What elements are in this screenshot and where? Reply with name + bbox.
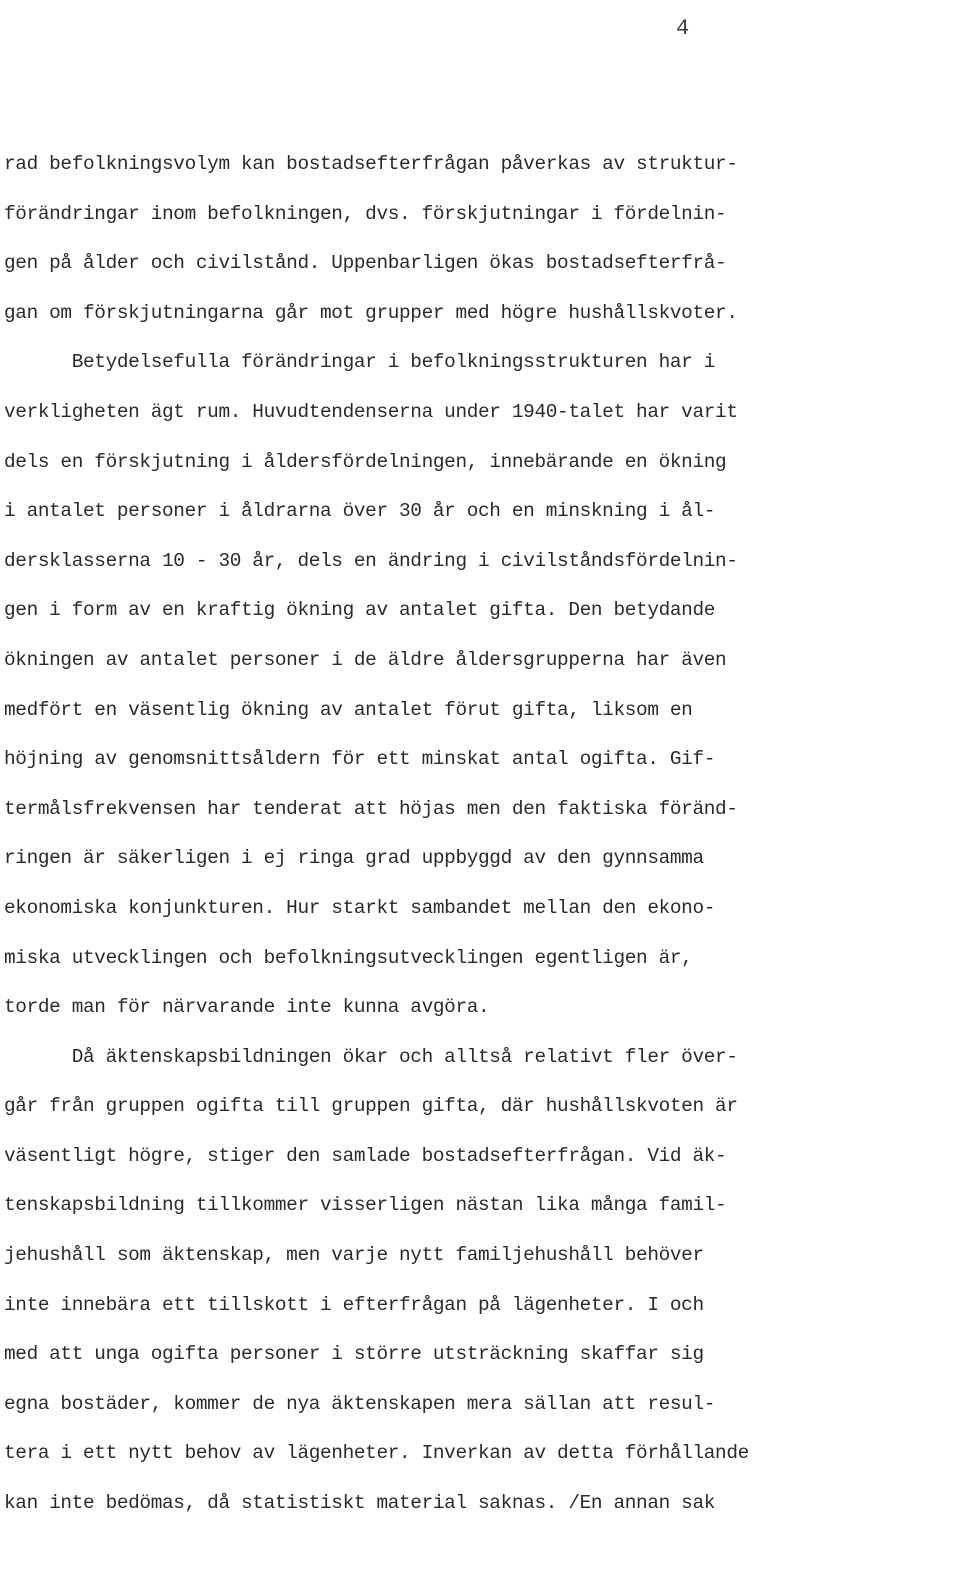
text-line: ringen är säkerligen i ej ringa grad uppbyggd av den gynnsamma: [4, 847, 704, 870]
text-line: kan inte bedömas, då statistiskt material saknas. /En annan sak: [4, 1492, 716, 1515]
text-line: går från gruppen ogifta till gruppen gifta, där hushållskvoten är: [4, 1095, 738, 1118]
text-line: förändringar inom befolkningen, dvs. förskjutningar i fördelnin-: [4, 202, 727, 225]
text-line: inte innebära ett tillskott i efterfrågan på lägenheter. I och: [4, 1293, 704, 1316]
body-text: [4, 140, 954, 1529]
text-line: dersklasserna 10 - 30 år, dels en ändring i civilståndsfördelnin-: [4, 549, 738, 572]
text-line: tenskapsbildning tillkommer visserligen nästan lika många famil-: [4, 1194, 727, 1217]
text-line: termålsfrekvensen har tenderat att höjas men den faktiska föränd-: [4, 797, 738, 820]
text-line: egna bostäder, kommer de nya äktenskapen mera sällan att resul-: [4, 1392, 716, 1415]
text-line: med att unga ogifta personer i större utsträckning skaffar sig: [4, 1343, 704, 1366]
text-line: medfört en väsentlig ökning av antalet förut gifta, liksom en: [4, 698, 693, 721]
text-line: Då äktenskapsbildningen ökar och alltså relativt fler över-: [4, 1045, 738, 1068]
text-line: gen på ålder och civilstånd. Uppenbarligen ökas bostadsefterfrå-: [4, 252, 727, 275]
page-number: 4: [676, 16, 690, 41]
text-line: rad befolkningsvolym kan bostadsefterfrågan påverkas av struktur-: [4, 153, 738, 175]
text-line: väsentligt högre, stiger den samlade bostadsefterfrågan. Vid äk-: [4, 1144, 727, 1167]
text-line: Betydelsefulla förändringar i befolkningsstrukturen har i: [4, 351, 716, 374]
text-line: ökningen av antalet personer i de äldre åldersgrupperna har även: [4, 648, 727, 671]
text-line: miska utvecklingen och befolkningsutvecklingen egentligen är,: [4, 946, 693, 969]
text-line: dels en förskjutning i åldersfördelningen, innebärande en ökning: [4, 450, 727, 473]
text-line: verkligheten ägt rum. Huvudtendenserna under 1940-talet har varit: [4, 400, 738, 423]
text-line: tera i ett nytt behov av lägenheter. Inverkan av detta förhållande: [4, 1442, 749, 1465]
text-line: torde man för närvarande inte kunna avgöra.: [4, 996, 490, 1019]
text-line: gen i form av en kraftig ökning av antalet gifta. Den betydande: [4, 599, 716, 622]
text-line: höjning av genomsnittsåldern för ett minskat antal ogifta. Gif-: [4, 748, 716, 771]
text-line: gan om förskjutningarna går mot grupper med högre hushållskvoter.: [4, 301, 738, 324]
text-line: ekonomiska konjunkturen. Hur starkt sambandet mellan den ekono-: [4, 896, 716, 919]
text-line: jehushåll som äktenskap, men varje nytt familjehushåll behöver: [4, 1244, 704, 1267]
text-line: i antalet personer i åldrarna över 30 år och en minskning i ål-: [4, 500, 716, 523]
